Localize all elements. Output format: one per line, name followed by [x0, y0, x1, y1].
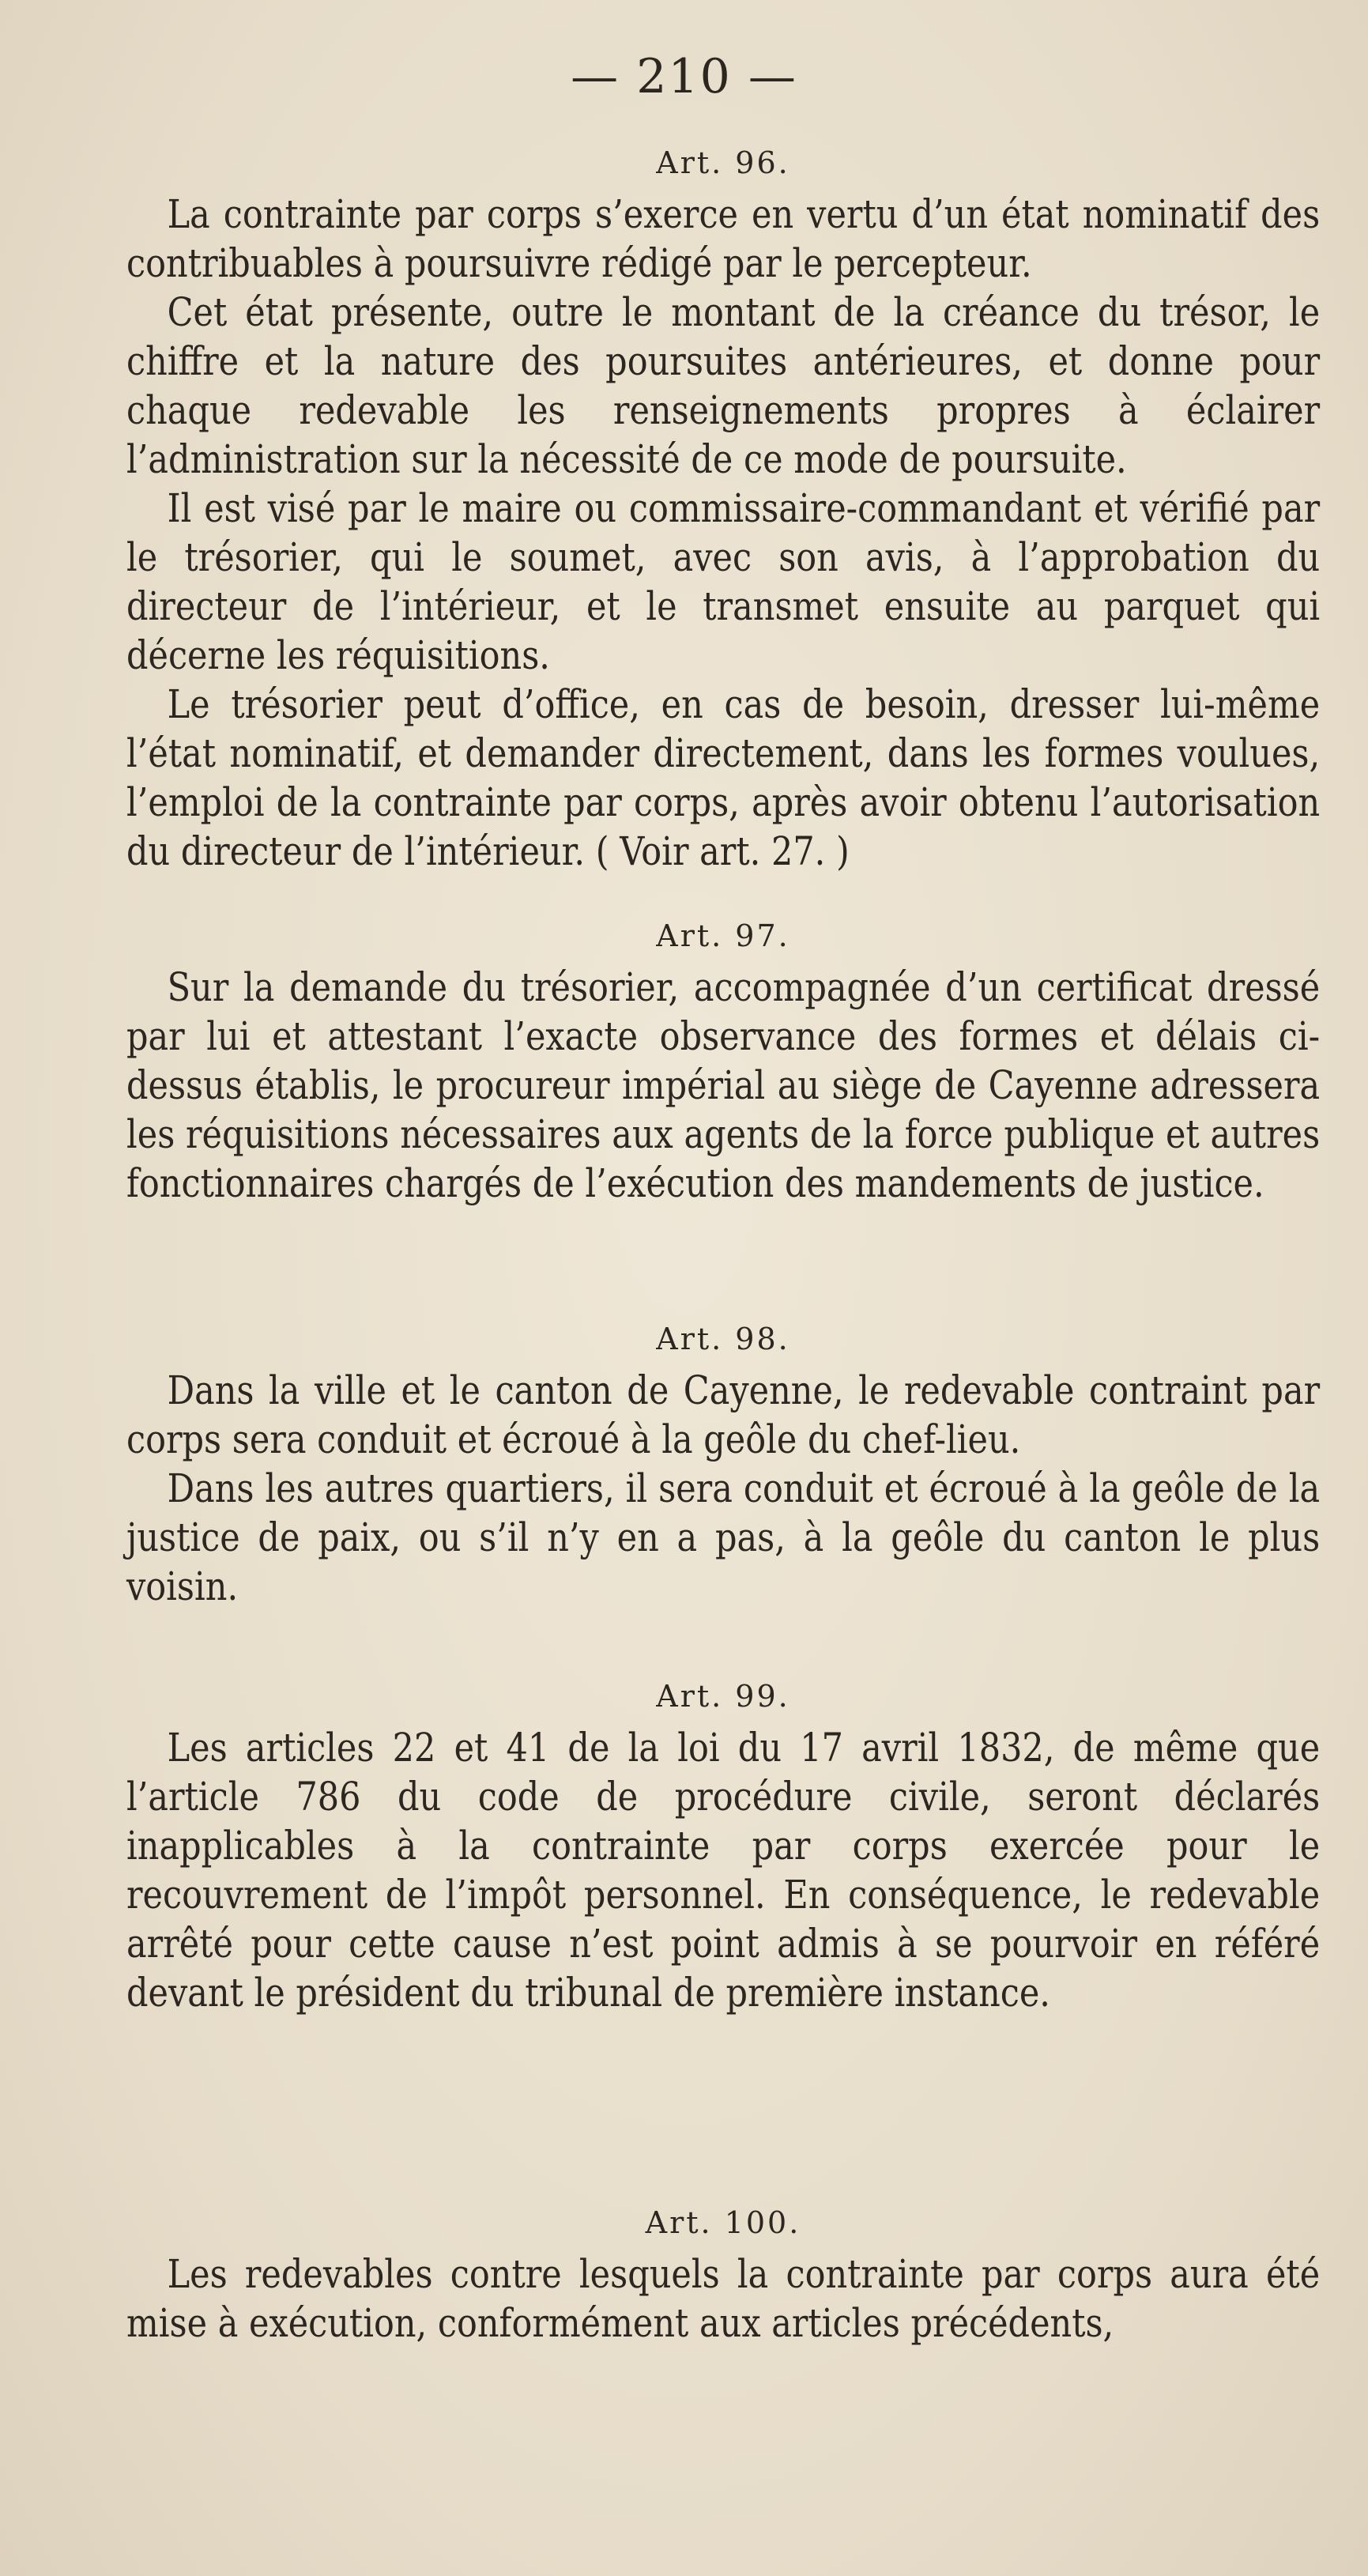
article-96 — [126, 145, 1320, 876]
article-heading: Art. 99. — [656, 1679, 790, 1714]
article-heading: Art. 97. — [656, 918, 790, 953]
paragraph: Sur la demande du trésorier, accompagnée d’un certificat dressé par lui et attestant l’exacte observance des formes et délais ci-dessus établis, le procureur impérial au siège de Cayenne adressera les réquisitions nécessaires aux agents de la force publique et autres fonctionnaires chargés de l’exécution des mandements de justice. — [126, 964, 1321, 1206]
paragraph: Les redevables contre lesquels la contrainte par corps aura été mise à exécution, conformément aux articles précédents, — [126, 2251, 1321, 2346]
article-heading: Art. 98. — [656, 1322, 790, 1356]
article-99 — [126, 1679, 1320, 2017]
paragraph: Dans les autres quartiers, il sera conduit et écroué à la geôle de la justice de paix, ou s’il n’y en a pas, à la geôle du canton le plus voisin. — [126, 1465, 1321, 1609]
paragraph: Les articles 22 et 41 de la loi du 17 avril 1832, de même que l’article 786 du code de procédure civile, seront déclarés inapplicables à la contrainte par corps exercée pour le recouvrement de l’impôt personnel. En conséquence, le redevable arrêté pour cette cause n’est point admis à se pourvoir en référé devant le président du tribunal de première instance. — [126, 1725, 1321, 2016]
paragraph: Le trésorier peut d’office, en cas de besoin, dresser lui-même l’état nominatif, et demander directement, dans les formes voulues, l’emploi de la contrainte par corps, après avoir obtenu l’autorisation du directeur de l’intérieur. ( Voir art. 27. ) — [126, 681, 1321, 874]
paragraph: Il est visé par le maire ou commissaire-commandant et vérifié par le trésorier, qui le soumet, avec son avis, à l’approbation du directeur de l’intérieur, et le transmet ensuite au parquet qui décerne les réquisitions. — [126, 485, 1321, 678]
article-heading: Art. 96. — [656, 145, 790, 180]
article-97 — [126, 918, 1320, 1208]
article-heading: Art. 100. — [645, 2205, 801, 2240]
paragraph: Dans la ville et le canton de Cayenne, le redevable contraint par corps sera conduit et écroué à la geôle du chef-lieu. — [126, 1367, 1321, 1462]
paragraph: La contrainte par corps s’exerce en vertu d’un état nominatif des contribuables à poursuivre rédigé par le percepteur. — [126, 191, 1321, 286]
page-number: — 210 — — [571, 49, 797, 104]
paragraph: Cet état présente, outre le montant de la créance du trésor, le chiffre et la nature des poursuites antérieures, et donne pour chaque redevable les renseignements propres à éclairer l’administration sur la nécessité de ce mode de poursuite. — [126, 289, 1321, 482]
article-100 — [126, 2205, 1320, 2348]
article-98 — [126, 1322, 1320, 1611]
